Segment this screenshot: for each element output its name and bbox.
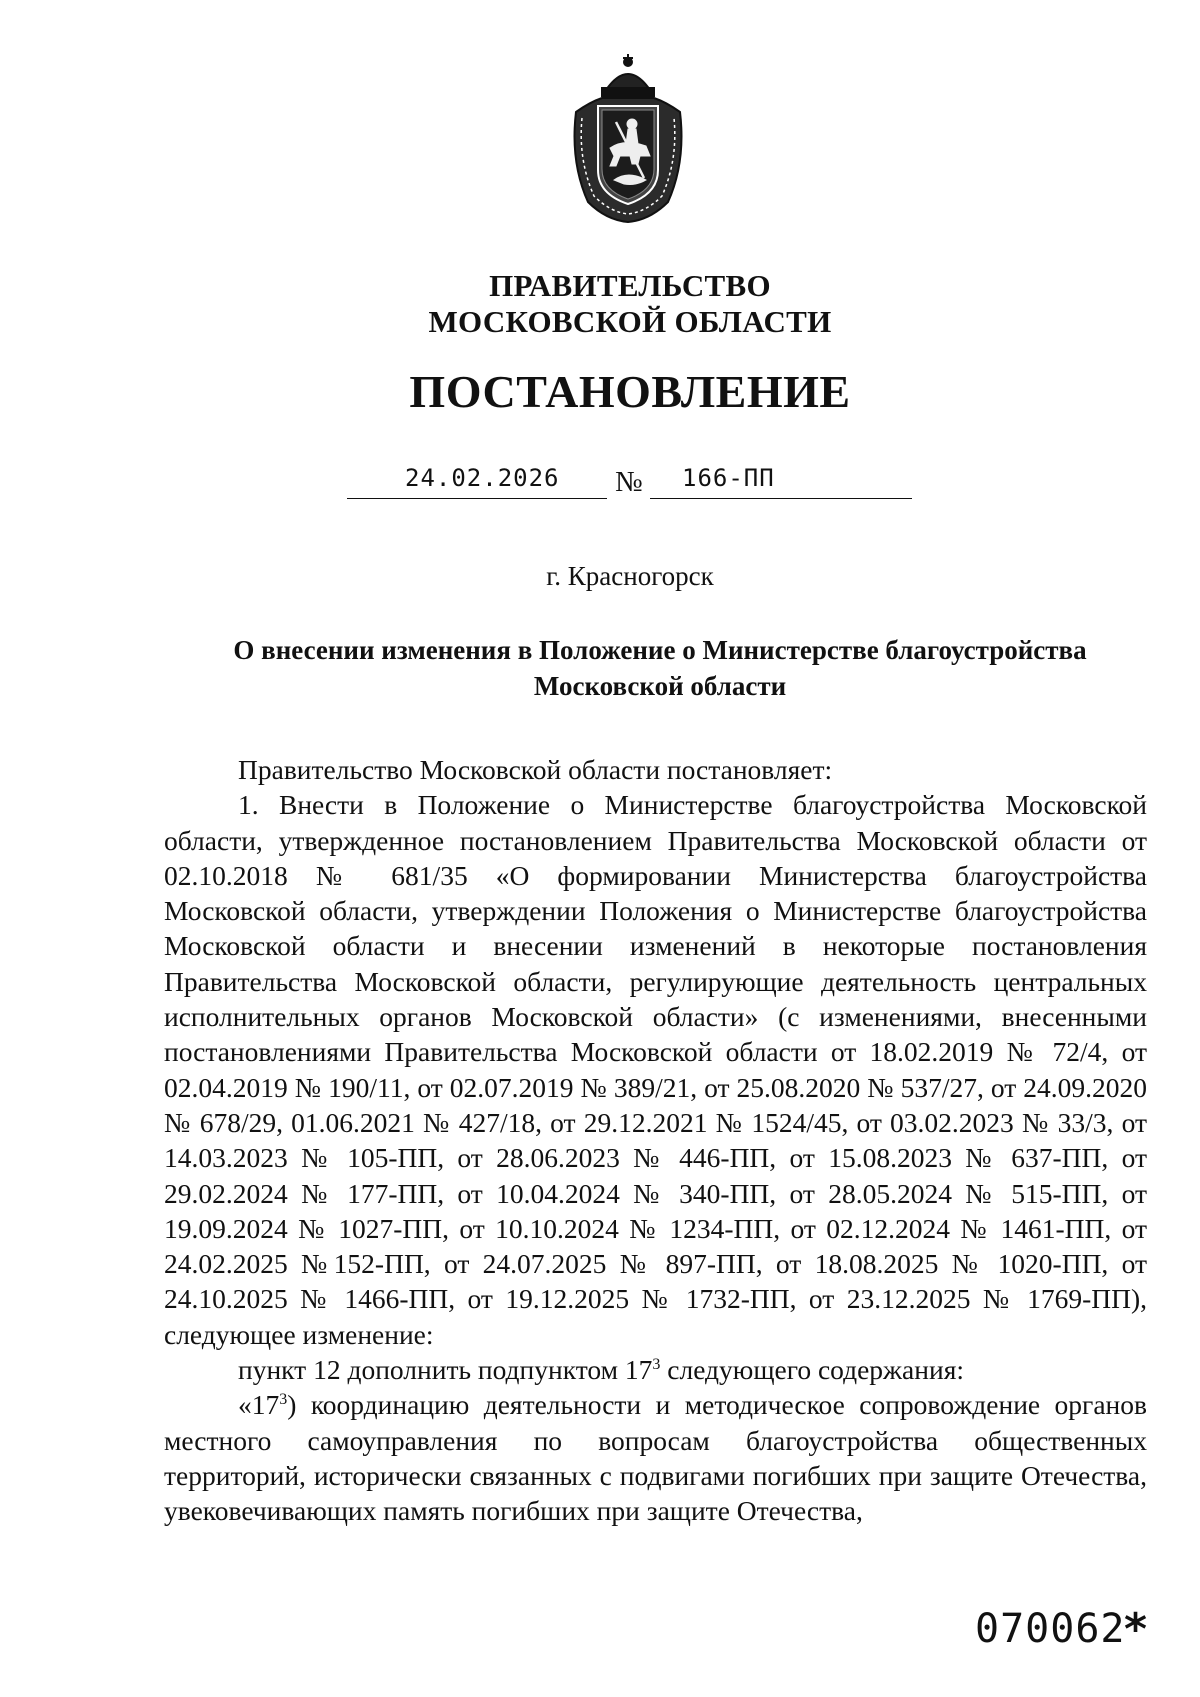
form-serial-number: 070062 [975,1606,1126,1652]
point-intro-text-end: следующего содержания: [660,1354,964,1386]
moscow-region-coat-of-arms-icon [566,52,690,224]
document-body [164,752,1147,1529]
government-title-line1: ПРАВИТЕЛЬСТВО [489,268,771,303]
body-item-1-paragraph: 1. Внести в Положение о Министерстве благоустройства Московской области, утвержденное постановлением Правительства Московской области от 02.10.2018 № 681/35 «О формировании Министерства благоустройства Московской области, утверждении Положения о Министерстве благоустройства Московской области и внесении изменений в некоторые постановления Правительства Московской области, регулирующие деятельность центральных исполнительных органов Московской области» (с изменениями, внесенными постановлениями Правительства Московской области от 18.02.2019 № 72/4, от 02.04.2019 № 190/11, от 02.07.2019 № 389/21, от 25.08.2020 № 537/27, от 24.09.2020 № 678/29, 01.06.2021 № 427/18, от 29.12.2021 № 1524/45, от 03.02.2023 № 33/3, от 14.03.2023 № 105-ПП, от 28.06.2023 № 446-ПП, от 15.08.2023 № 637-ПП, от 29.02.2024 № 177-ПП, от 10.04.2024 № 340-ПП, от 28.05.2024 № 515-ПП, от 19.09.2024 № 1027-ПП, от 10.10.2024 № 1234-ПП, от 02.12.2024 № 1461-ПП, от 24.02.2025 №152-ПП, от 24.07.2025 № 897-ПП, от 18.08.2025 № 1020-ПП, от 24.10.2025 № 1466-ПП, от 19.12.2025 № 1732-ПП, от 23.12.2025 № 1769-ПП), следующее изменение: [164,789,1147,1350]
date-underline [347,498,607,499]
point-intro-superscript: 3 [652,1355,661,1373]
subject-line2: Московской области [533,671,787,701]
document-subject [190,632,1130,704]
quote-open: «17 [238,1389,280,1421]
serial-mark: * [1124,1604,1148,1655]
document-type-heading: ПОСТАНОВЛЕНИЕ [409,366,851,417]
body-point-intro-paragraph [164,1352,1147,1387]
subject-line1: О внесении изменения в Положение о Министерстве благоустройства [233,635,1087,665]
number-underline [650,498,912,499]
document-number: 166-ПП [682,464,775,492]
point-intro-text: пункт 12 дополнить подпунктом 17 [238,1354,653,1386]
body-quote-paragraph [164,1387,1147,1528]
government-title-line2: МОСКОВСКОЙ ОБЛАСТИ [428,304,832,339]
quote-superscript: 3 [279,1391,288,1409]
quote-text: ) координацию деятельности и методическое сопровождение органов местного самоуправления по вопросам благоустройства общественных территорий, исторически связанных с подвигами погибших при защите Отечества, увековечивающих память погибших при защите Отечества, [164,1389,1147,1527]
document-date: 24.02.2026 [405,464,560,492]
city-location: г. Красногорск [546,561,714,591]
number-sign: № [615,466,643,498]
body-intro-paragraph: Правительство Московской области постановляет: [238,754,833,785]
